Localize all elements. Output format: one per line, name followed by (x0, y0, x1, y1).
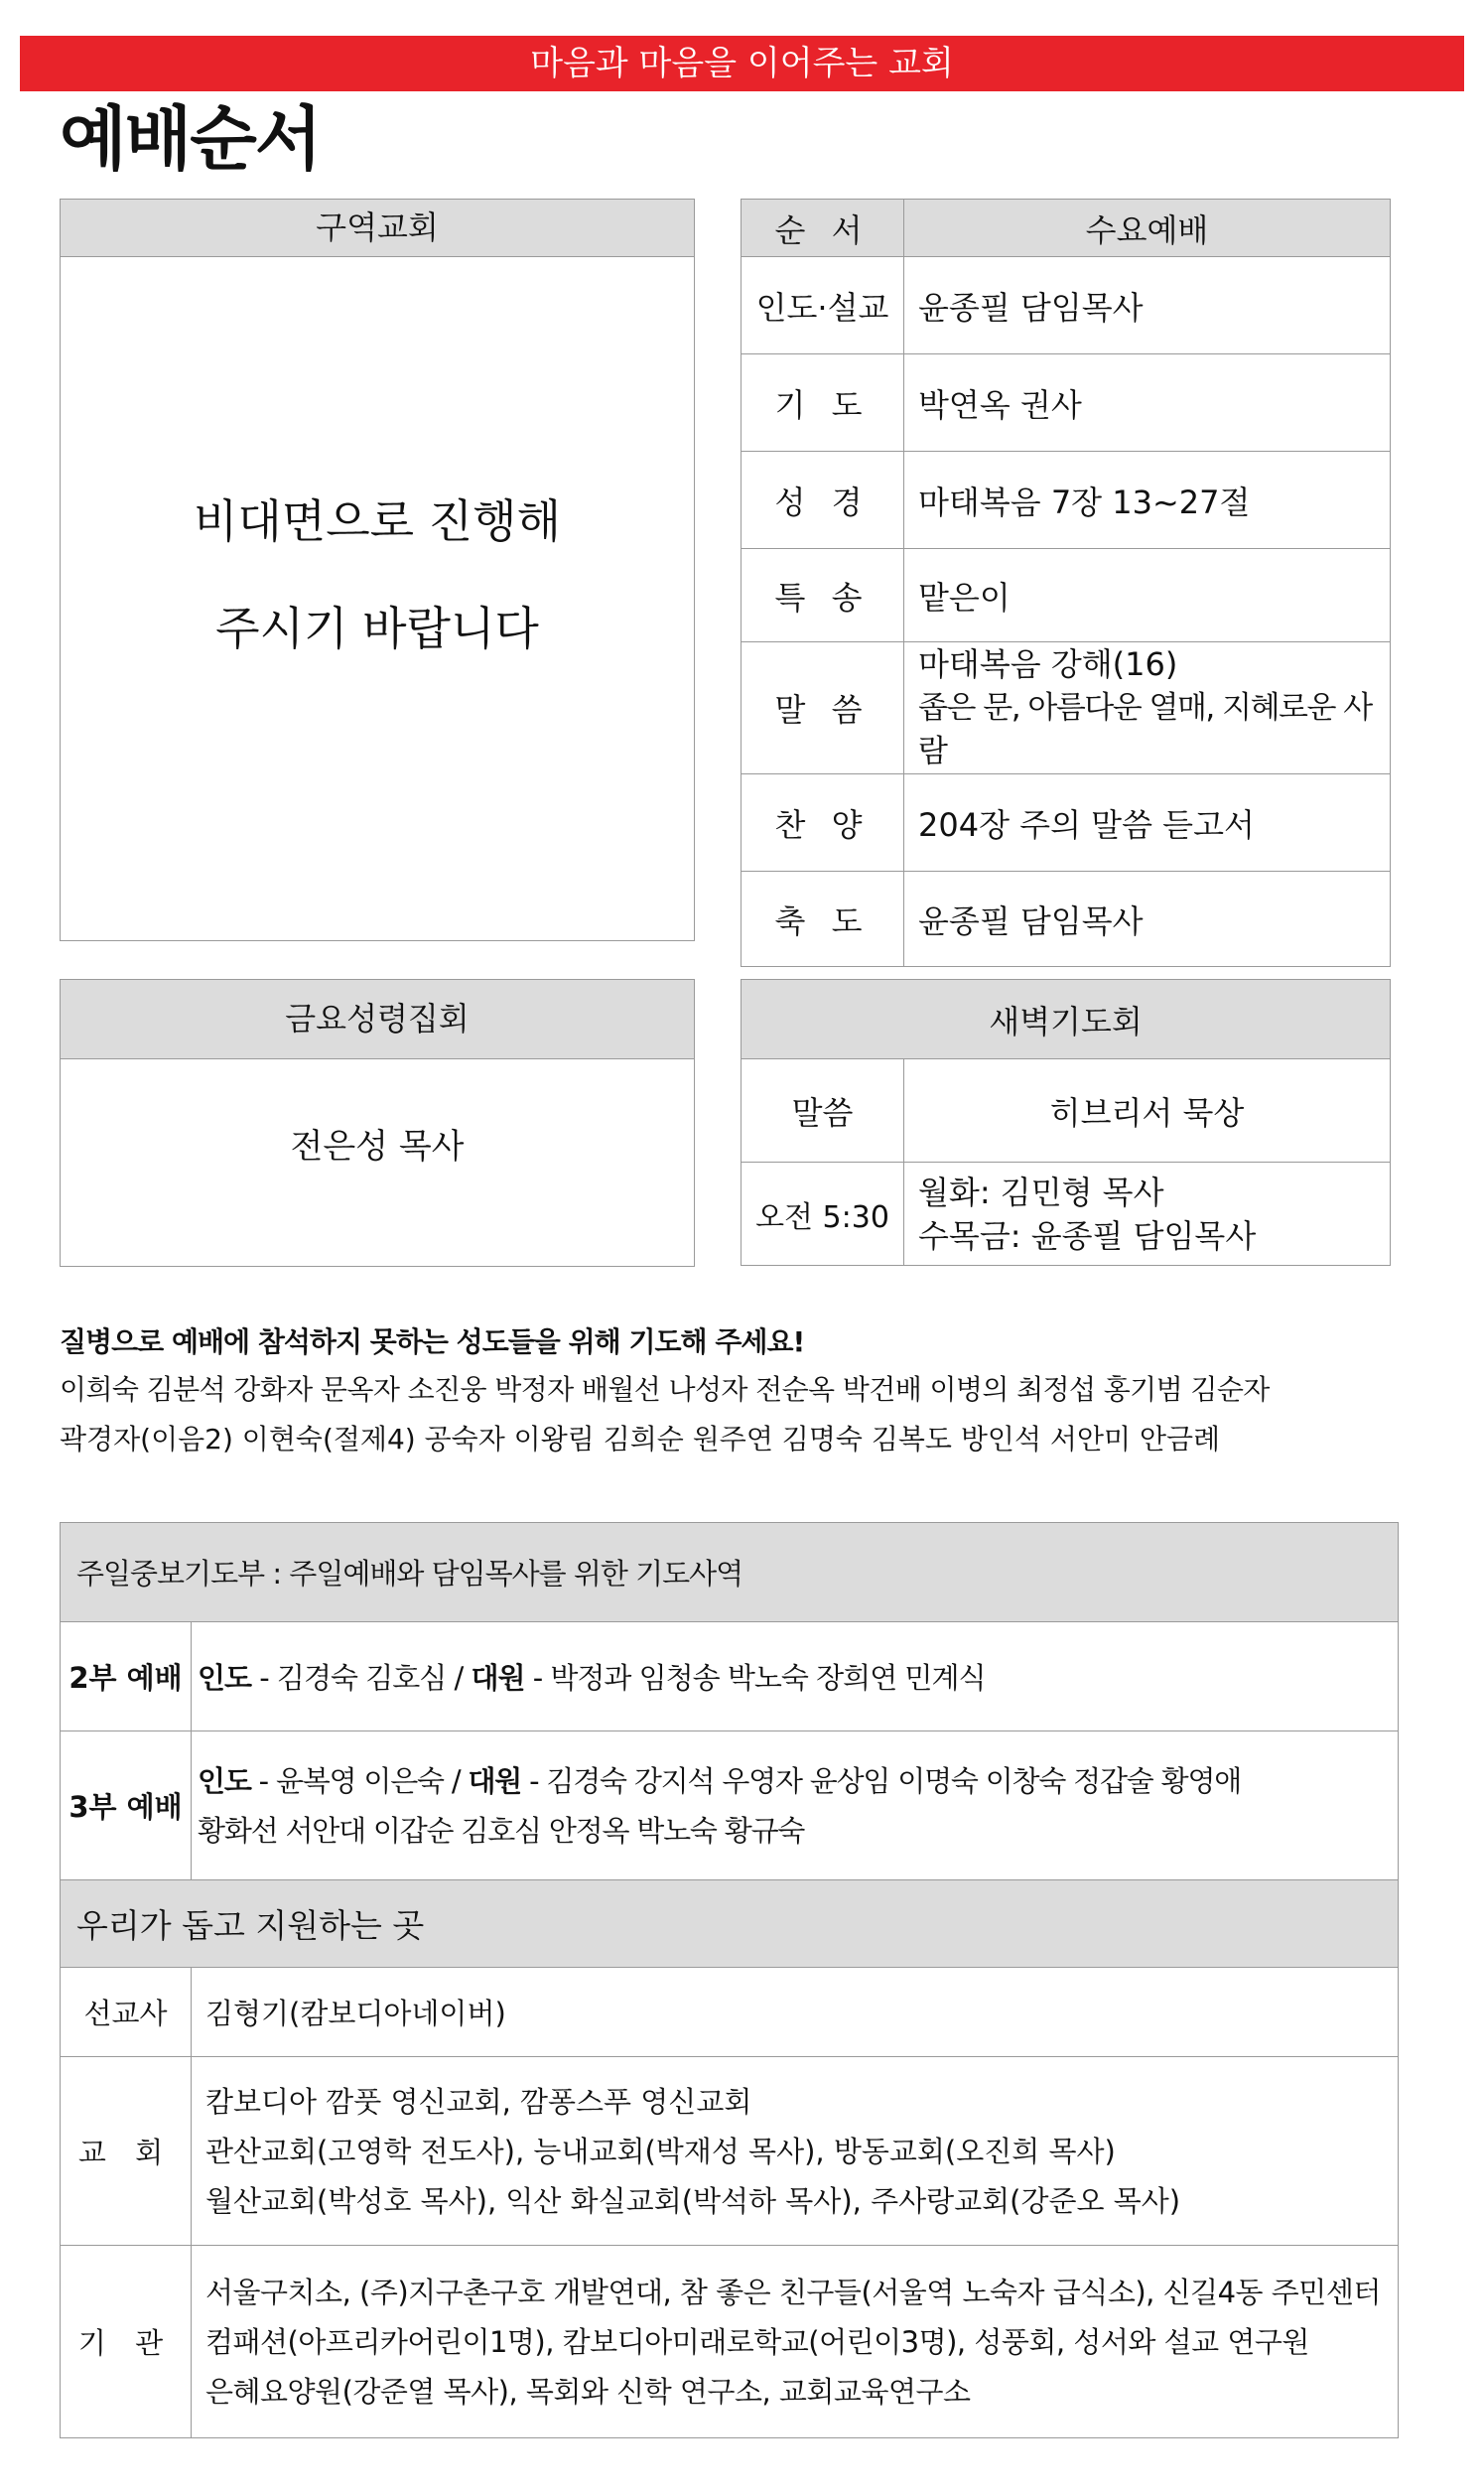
organization-line-2: 컴패션(아프리카어린이1명), 캄보디아미래로학교(어린이3명), 성풍회, 성서와 설교 연구원 (205, 2324, 1309, 2359)
row-value-prayer: 박연옥 권사 (904, 354, 1391, 452)
page-title: 예배순서 (60, 98, 321, 180)
organization-list (192, 2246, 1399, 2438)
dawn-value-sermon: 히브리서 묵상 (904, 1059, 1391, 1163)
members-names: - 박정과 임청송 박노숙 장희연 민계식 (524, 1661, 986, 1695)
dawn-schedule-line-1: 월화: 김민형 목사 (918, 1173, 1164, 1211)
row-value-special-song: 맡은이 (904, 549, 1391, 642)
row-value-hymn: 204장 주의 말씀 듣고서 (904, 774, 1391, 872)
row-value-benediction: 윤종필 담임목사 (904, 872, 1391, 967)
friday-meeting-box (60, 979, 695, 1267)
row-label-sermon: 말 씀 (742, 642, 904, 774)
order-header: 순 서 (742, 200, 904, 257)
prayer-request-names-2: 곽경자(이음2) 이현숙(절제4) 공숙자 이왕림 김희순 원주연 김명숙 김복도 방인석 서안미 안금례 (60, 1423, 1221, 1455)
leader-keyword: 인도 (198, 1661, 252, 1695)
row-label-benediction: 축 도 (742, 872, 904, 967)
sunday-3rd-service-label: 3부 예배 (61, 1731, 192, 1880)
friday-meeting-speaker: 전은성 목사 (290, 1127, 465, 1167)
leader-keyword: 인도 (198, 1763, 251, 1798)
leader-names: - 김경숙 김호심 (251, 1661, 455, 1695)
church-line-3: 월산교회(박성호 목사), 익산 화실교회(박석하 목사), 주사랑교회(강준오 목사) (205, 2183, 1181, 2218)
sermon-title: 마태복음 강해(16) (918, 645, 1178, 683)
sunday-2nd-service-value (192, 1622, 1399, 1731)
organization-line-1: 서울구치소, (주)지구촌구호 개발연대, 참 좋은 친구들(서울역 노숙자 급식소), 신길4동 주민센터 (205, 2275, 1381, 2309)
service-3-line-1 (198, 1756, 1398, 1806)
notice-line-2: 주시기 바랍니다 (215, 602, 539, 655)
sermon-subtitle: 좁은 문, 아름다운 열매, 지혜로운 사람 (918, 690, 1372, 769)
dawn-prayer-table (741, 979, 1391, 1266)
notice-line-1: 비대면으로 진행해 (193, 494, 562, 548)
row-label-scripture: 성 경 (742, 452, 904, 549)
missionary-value: 김형기(캄보디아네이버) (192, 1968, 1399, 2057)
row-value-leader: 윤종필 담임목사 (904, 257, 1391, 354)
sunday-2nd-service-label: 2부 예배 (61, 1622, 192, 1731)
district-church-notice (61, 468, 694, 682)
church-list (192, 2057, 1399, 2246)
row-value-scripture: 마태복음 7장 13~27절 (904, 452, 1391, 549)
dawn-schedule-line-2: 수목금: 윤종필 담임목사 (918, 1216, 1257, 1255)
support-title: 우리가 돕고 지원하는 곳 (61, 1880, 1399, 1968)
prayer-request-names-1: 이희숙 김분석 강화자 문옥자 소진웅 박정자 배월선 나성자 전순옥 박건배 이병의 최정섭 홍기범 김순자 (60, 1373, 1270, 1406)
dawn-label-sermon: 말씀 (742, 1059, 904, 1163)
organization-label: 기 관 (61, 2246, 192, 2438)
district-church-title: 구역교회 (61, 200, 694, 257)
row-label-special-song: 특 송 (742, 549, 904, 642)
wednesday-service-header: 수요예배 (904, 200, 1391, 257)
row-value-sermon (904, 642, 1391, 774)
church-line-1: 캄보디아 깜풋 영신교회, 깜퐁스푸 영신교회 (205, 2084, 752, 2119)
members-keyword: 대원 (471, 1661, 525, 1695)
wednesday-service-table (741, 199, 1391, 967)
church-label: 교 회 (61, 2057, 192, 2246)
leader-names: - 윤복영 이은숙 (250, 1763, 452, 1798)
district-church-box (60, 199, 695, 941)
sunday-intercession-title: 주일중보기도부 : 주일예배와 담임목사를 위한 기도사역 (61, 1523, 1399, 1622)
prayer-request-title: 질병으로 예배에 참석하지 못하는 성도들을 위해 기도해 주세요! (60, 1325, 805, 1358)
service-3-line-2: 황화선 서안대 이갑순 김호심 안정옥 박노숙 황규숙 (198, 1813, 805, 1848)
members-keyword: 대원 (468, 1763, 522, 1798)
dawn-prayer-title: 새벽기도회 (742, 980, 1391, 1059)
church-line-2: 관산교회(고영학 전도사), 능내교회(박재성 목사), 방동교회(오진희 목사) (205, 2134, 1116, 2168)
dawn-label-time: 오전 5:30 (742, 1163, 904, 1266)
sunday-3rd-service-value (192, 1731, 1399, 1880)
church-banner: 마음과 마음을 이어주는 교회 (20, 36, 1464, 91)
members-names: - 김경숙 강지석 우영자 윤상임 이명숙 이창숙 정갑술 황영애 (521, 1763, 1242, 1798)
sunday-and-support-table (60, 1522, 1399, 2438)
friday-meeting-title: 금요성령집회 (61, 980, 694, 1059)
row-label-hymn: 찬 양 (742, 774, 904, 872)
row-label-leader: 인도·설교 (742, 257, 904, 354)
row-label-prayer: 기 도 (742, 354, 904, 452)
dawn-value-schedule (904, 1163, 1391, 1266)
organization-line-3: 은혜요양원(강준열 목사), 목회와 신학 연구소, 교회교육연구소 (205, 2374, 971, 2409)
separator: / (451, 1763, 469, 1798)
missionary-label: 선교사 (61, 1968, 192, 2057)
separator: / (454, 1661, 472, 1695)
